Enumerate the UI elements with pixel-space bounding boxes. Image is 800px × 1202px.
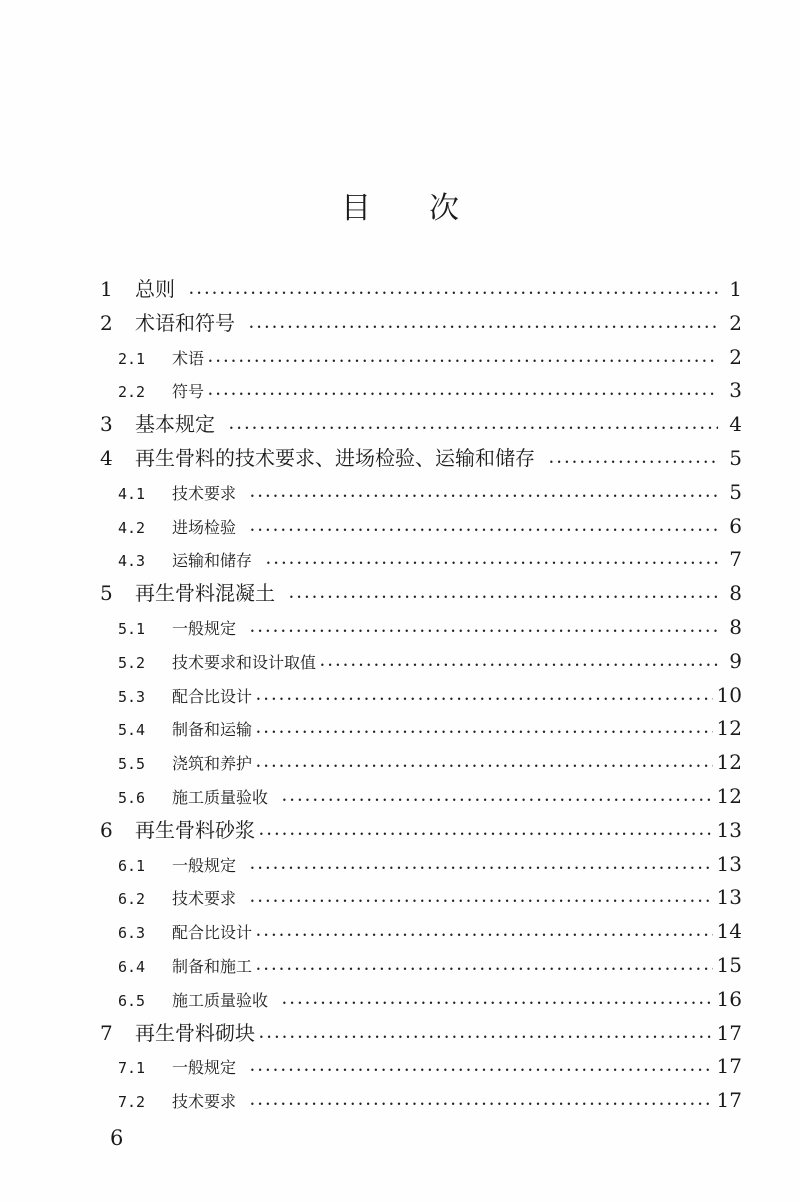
toc-entry-label: 符号	[172, 382, 205, 402]
toc-entry[interactable]	[100, 442, 742, 476]
toc-entry-number: 2.2	[118, 383, 146, 402]
dot-leader	[189, 276, 718, 311]
dot-leader	[256, 918, 713, 953]
toc-entry-label: 制备和施工	[172, 956, 253, 976]
toc-entry-label: 一般规定	[172, 1058, 237, 1078]
toc-entry-number: 4.2	[118, 518, 146, 537]
toc-entry-label: 术语和符号	[135, 310, 235, 335]
toc-entry[interactable]	[100, 307, 742, 341]
toc-entry[interactable]	[100, 1050, 742, 1084]
toc-entry-label: 制备和运输	[172, 720, 253, 740]
toc-entry[interactable]	[100, 679, 742, 713]
toc-entry[interactable]	[100, 510, 742, 544]
toc-entry-number: 5	[100, 581, 113, 606]
toc-entry[interactable]	[100, 881, 742, 915]
toc-entry-number: 6.3	[118, 924, 146, 943]
toc-entry-number: 4.3	[118, 552, 146, 571]
toc-entry-label: 一般规定	[172, 855, 237, 875]
toc-entry-label: 配合比设计	[172, 923, 253, 943]
toc-entry[interactable]	[100, 611, 742, 645]
toc-entry-page: 13	[716, 817, 742, 842]
toc-entry-label: 运输和储存	[172, 551, 253, 571]
toc-entry-label: 技术要求和设计取值	[172, 652, 317, 672]
dot-leader	[250, 513, 718, 548]
toc-entry-label: 再生骨料砂浆	[135, 817, 255, 842]
dot-leader	[250, 884, 713, 919]
toc-entry-number: 6.1	[118, 856, 146, 875]
toc-entry-label: 再生骨料混凝土	[135, 581, 275, 606]
toc-entry-page: 5	[729, 479, 742, 504]
dot-leader	[208, 344, 718, 379]
toc-entry[interactable]	[100, 1084, 742, 1118]
toc-entry[interactable]	[100, 273, 742, 307]
dot-leader	[256, 952, 713, 987]
toc-entry-page: 13	[716, 885, 742, 910]
toc-entry[interactable]	[100, 645, 742, 679]
toc-entry-page: 9	[729, 648, 742, 673]
toc-entry-label: 施工质量验收	[172, 787, 269, 807]
toc-entry[interactable]	[100, 814, 742, 848]
toc-entry[interactable]	[100, 476, 742, 510]
toc-entry-label: 配合比设计	[172, 686, 253, 706]
toc-entry-number: 1	[100, 277, 113, 301]
toc-entry-page: 12	[716, 783, 742, 808]
toc-entry-number: 5.1	[118, 619, 146, 638]
dot-leader	[282, 986, 713, 1021]
toc-entry-label: 再生骨料的技术要求、进场检验、运输和储存	[135, 445, 535, 470]
toc-entry[interactable]	[100, 341, 742, 375]
toc-entry-page: 14	[716, 919, 742, 944]
toc-entry-page: 4	[729, 412, 742, 437]
dot-leader	[259, 1020, 713, 1055]
dot-leader	[549, 445, 718, 480]
toc-entry-page: 15	[716, 952, 742, 977]
dot-leader	[250, 1087, 713, 1122]
toc-entry-number: 2	[100, 310, 113, 335]
toc-entry-page: 17	[716, 1054, 742, 1079]
toc-entry-page: 12	[716, 750, 742, 775]
toc-entry[interactable]	[100, 543, 742, 577]
toc-entry-page: 13	[716, 851, 742, 876]
toc-entry-page: 2	[729, 310, 742, 335]
footer-page-number: 6	[110, 1126, 124, 1150]
toc-entry-page: 8	[729, 614, 742, 639]
toc-entry-page: 8	[729, 581, 742, 606]
toc-entry-page: 16	[716, 986, 742, 1011]
toc-entry-number: 3	[100, 412, 113, 437]
dot-leader	[289, 580, 718, 615]
toc-entry-number: 6.2	[118, 890, 146, 909]
toc-entry-number: 2.1	[118, 349, 146, 368]
dot-leader	[229, 411, 718, 446]
toc-entry-number: 6.5	[118, 991, 146, 1010]
toc-entry[interactable]	[100, 949, 742, 983]
toc-entry[interactable]	[100, 983, 742, 1017]
dot-leader	[256, 682, 713, 717]
toc-entry[interactable]	[100, 746, 742, 780]
toc-entry-label: 基本规定	[135, 412, 215, 437]
toc-entry[interactable]	[100, 577, 742, 611]
toc-entry-number: 5.3	[118, 687, 146, 706]
toc-entry-label: 进场检验	[172, 517, 237, 537]
toc-entry-number: 5.4	[118, 721, 146, 740]
toc-entry-label: 总则	[135, 277, 175, 301]
toc-entry-label: 技术要求	[172, 889, 237, 909]
toc-entry-number: 4.1	[118, 484, 146, 503]
toc-entry-label: 术语	[172, 348, 205, 368]
toc-entry[interactable]	[100, 848, 742, 882]
dot-leader	[249, 310, 718, 345]
toc-entry-label: 技术要求	[172, 1092, 237, 1112]
toc-entry-number: 7	[100, 1020, 113, 1045]
toc-entry[interactable]	[100, 374, 742, 408]
toc-entry-label: 浇筑和养护	[172, 754, 253, 774]
dot-leader	[282, 783, 713, 818]
toc-entry-page: 7	[729, 547, 742, 572]
toc-entry[interactable]	[100, 780, 742, 814]
dot-leader	[250, 479, 718, 514]
page-title: 目次	[341, 191, 517, 226]
toc-entry-label: 技术要求	[172, 483, 237, 503]
toc-entry-page: 2	[729, 344, 742, 369]
dot-leader	[266, 546, 718, 581]
toc-entry-page: 3	[729, 378, 742, 403]
dot-leader	[208, 377, 718, 412]
dot-leader	[256, 715, 713, 750]
toc-entry-page: 1	[729, 277, 742, 301]
toc-entry-number: 5.6	[118, 788, 146, 807]
dot-leader	[250, 1053, 713, 1088]
toc-entry-page: 12	[716, 716, 742, 741]
toc-entry-number: 6.4	[118, 957, 146, 976]
toc-entry[interactable]	[100, 408, 742, 442]
toc-entry[interactable]	[100, 712, 742, 746]
toc-entry-number: 5.5	[118, 755, 146, 774]
dot-leader	[256, 749, 713, 784]
toc-entry-page: 10	[716, 682, 742, 707]
toc-entry-number: 4	[100, 445, 113, 470]
toc-entry-number: 7.2	[118, 1093, 146, 1112]
toc-entry[interactable]	[100, 915, 742, 949]
toc-entry-page: 5	[729, 445, 742, 470]
dot-leader	[250, 851, 713, 886]
toc-entry-number: 6	[100, 817, 113, 842]
dot-leader	[320, 648, 718, 683]
toc-entry-label: 一般规定	[172, 618, 237, 638]
toc-entry-number: 5.2	[118, 653, 146, 672]
toc-entry-number: 7.1	[118, 1059, 146, 1078]
toc-entry-page: 17	[716, 1020, 742, 1045]
table-of-contents	[100, 273, 742, 1118]
toc-entry-label: 施工质量验收	[172, 990, 269, 1010]
toc-entry-label: 再生骨料砌块	[135, 1020, 255, 1045]
dot-leader	[259, 817, 713, 852]
dot-leader	[250, 614, 718, 649]
toc-entry-page: 17	[716, 1088, 742, 1113]
toc-entry-page: 6	[729, 513, 742, 538]
toc-entry[interactable]	[100, 1017, 742, 1051]
